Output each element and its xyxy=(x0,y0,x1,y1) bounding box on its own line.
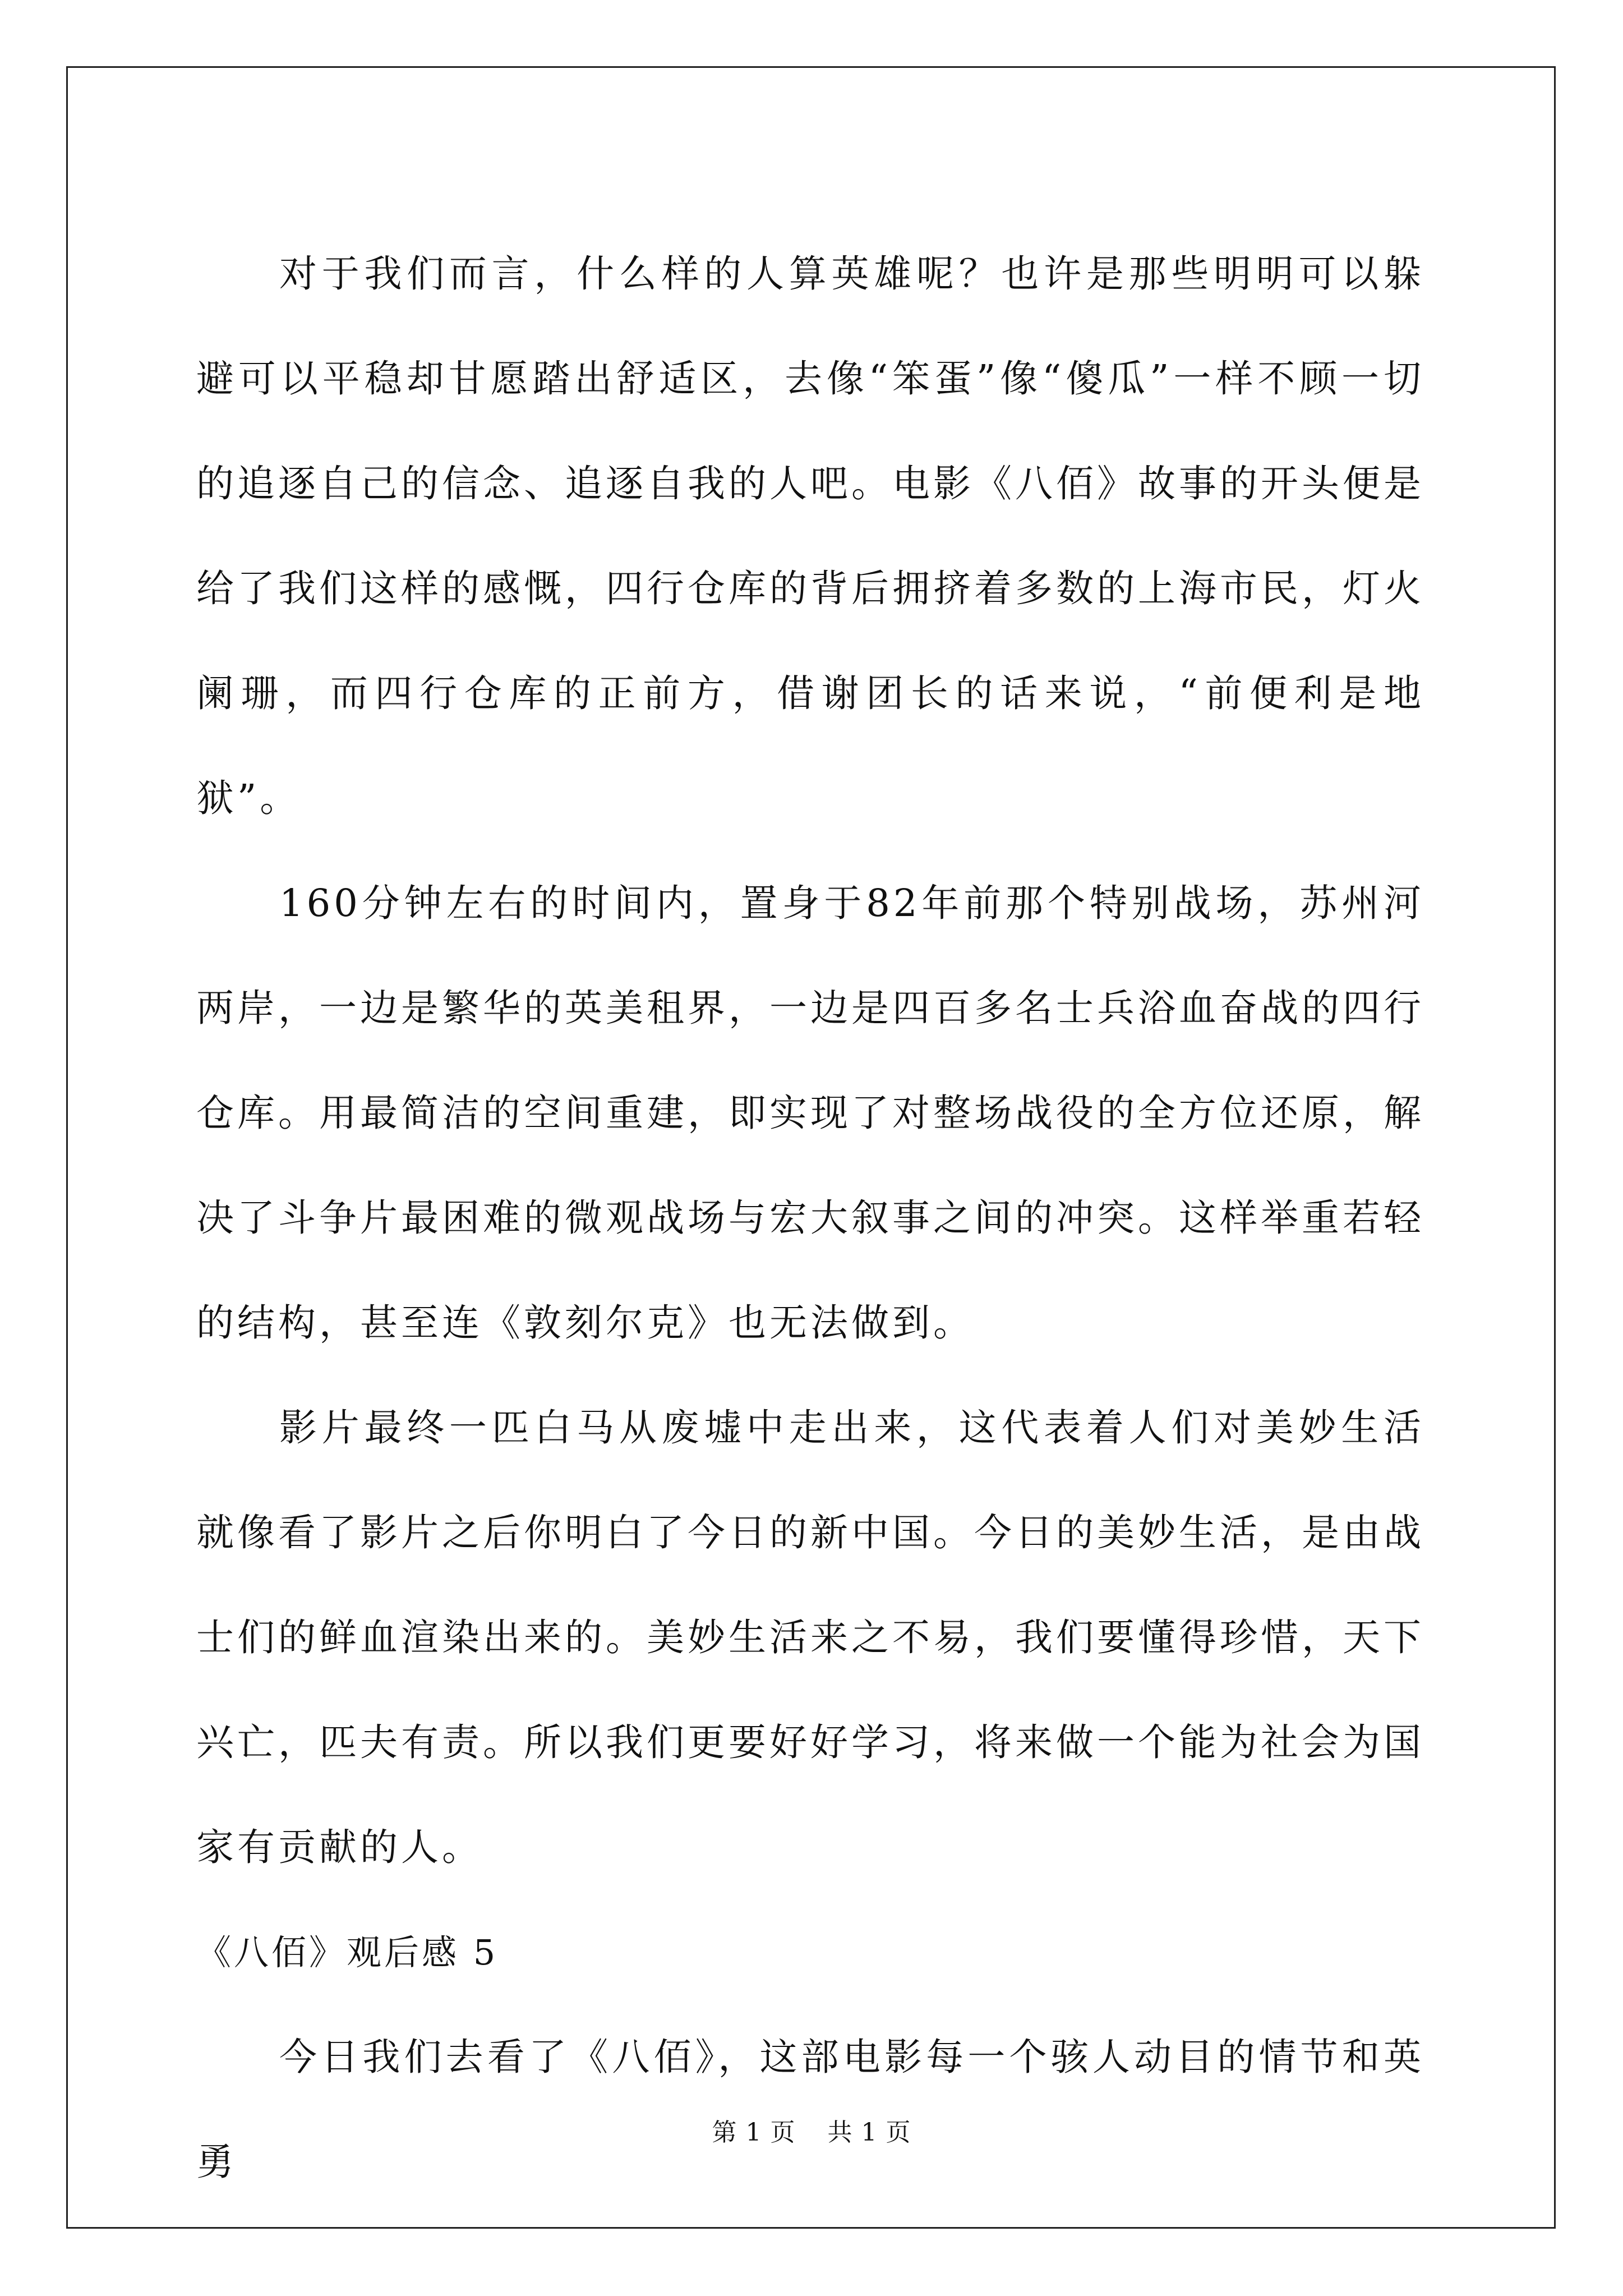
page-number: 第 1 页 xyxy=(712,2118,796,2147)
paragraph-3: 影片最终一匹白马从废墟中走出来，这代表着人们对美妙生活就像看了影片之后你明白了今日的新中国。今日的美妙生活，是由战士们的鲜血渲染出来的。美妙生活来之不易，我们要懂得珍惜，天下兴亡，匹夫有责。所以我们更要好好学习，将来做一个能为社会为国家有贡献的人。 xyxy=(196,1406,1424,1869)
paragraph-4: 今日我们去看了《八佰》，这部电影每一个骇人动目的情节和英勇 xyxy=(196,2035,1424,2184)
page-footer xyxy=(0,2112,1623,2148)
paragraph-1: 对于我们而言，什么样的人算英雄呢？也许是那些明明可以躲避可以平稳却甘愿踏出舒适区，去像“笨蛋”像“傻瓜”一样不顾一切的追逐自己的信念、追逐自我的人吧。电影《八佰》故事的开头便是给了我们这样的感慨，四行仓库的背后拥挤着多数的上海市民，灯火阑珊，而四行仓库的正前方，借谢团长的话来说，“前便利是地狱”。 xyxy=(196,252,1424,820)
section-title: 《八佰》观后感 5 xyxy=(196,1932,499,1973)
paragraph-2: 160分钟左右的时间内，置身于82年前那个特别战场，苏州河两岸，一边是繁华的英美租界，一边是四百多名士兵浴血奋战的四行仓库。用最简洁的空间重建，即实现了对整场战役的全方位还原，解决了斗争片最困难的微观战场与宏大叙事之间的冲突。这样举重若轻的结构，甚至连《敦刻尔克》也无法做到。 xyxy=(196,881,1424,1345)
document-body xyxy=(196,222,1424,2215)
page-total: 共 1 页 xyxy=(827,2118,911,2147)
